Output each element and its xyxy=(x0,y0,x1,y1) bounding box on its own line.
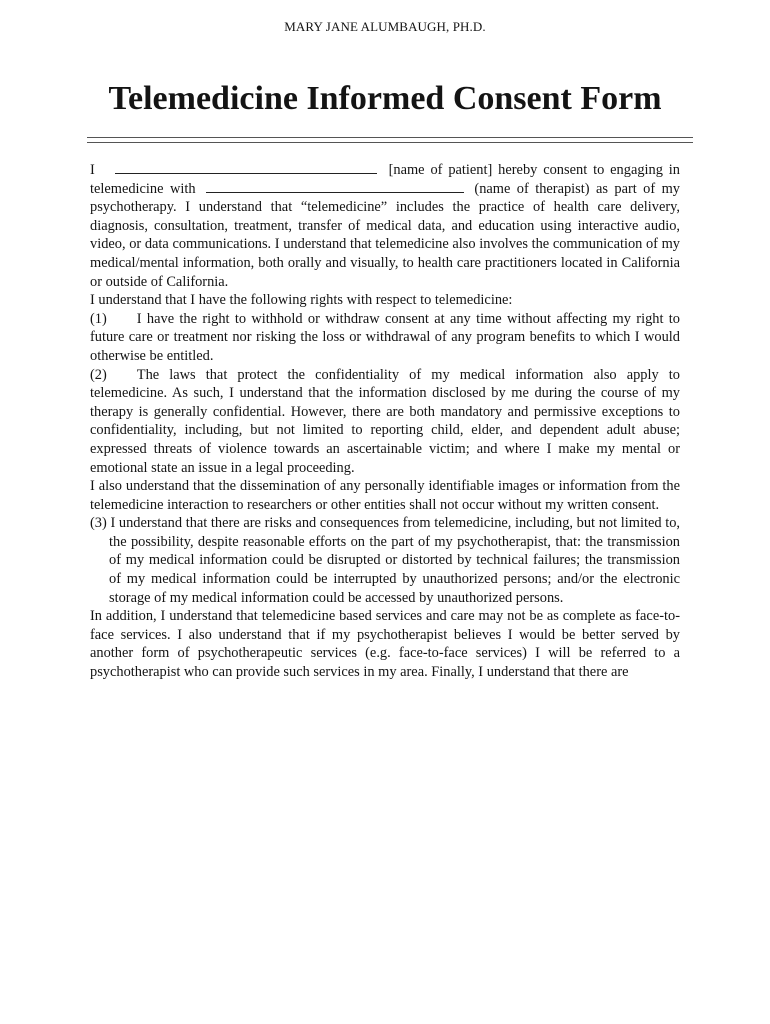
right-item-2-text: The laws that protect the confidentiality of my medical information also apply to telemedicine. As such, I understand that the information disclosed by me during the course of my therapy is generally confidential. However, there are both mandatory and permissive exceptions to confidentiality, including, but not limited to reporting child, elder, and dependent adult abuse; expressed threats of violence towards an ascertainable victim; and where I make my mental or emotional state an issue in a legal proceeding. xyxy=(90,366,680,476)
risks-item-3: (3) I understand that there are risks and consequences from telemedicine, including, but not limited to, the possibility, despite reasonable efforts on the part of my psychotherapist, that: the transmission of my medical information could be disrupted or distorted by technical failures; the transmission of my medical information could be interrupted by unauthorized persons; and/or the electronic storage of my medical information could be accessed by unauthorized persons. xyxy=(90,515,680,606)
right-item-1 xyxy=(90,310,680,366)
right-item-2 xyxy=(90,366,680,478)
patient-name-field[interactable] xyxy=(115,161,377,174)
rights-intro: I understand that I have the following rights with respect to telemedicine: xyxy=(90,292,513,309)
therapist-label: (name of therapist) as part of my psychotherapy. xyxy=(90,180,680,216)
consent-lead: I xyxy=(90,162,95,178)
dissemination-paragraph: I also understand that the dissemination of any personally identifiable images or information from the telemedicine interaction to researchers or other entities shall not occur without my written consent. xyxy=(90,478,680,513)
document-body xyxy=(90,161,680,682)
right-item-1-text: I have the right to withhold or withdraw consent at any time without affecting my right to future care or treatment nor risking the loss or withdrawal of any program benefits to which I would otherwise be entitled. xyxy=(90,310,680,364)
consent-paragraph xyxy=(90,161,680,291)
right-item-2-number: (2) xyxy=(90,366,107,383)
right-item-1-number: (1) xyxy=(90,310,107,327)
therapist-name-field[interactable] xyxy=(206,180,464,193)
page-title: Telemedicine Informed Consent Form xyxy=(108,80,662,117)
title-divider xyxy=(87,137,693,143)
consent-rest: I understand that “telemedicine” includes the practice of health care delivery, diagnosis, consultation, treatment, transfer of medical data, and education using interactive audio, video, or data communications. I understand that telemedicine also involves the communication of my medical/mental information, both orally and visually, to health care practitioners located in California or outside of California. xyxy=(90,199,680,290)
addition-paragraph: In addition, I understand that telemedicine based services and care may not be as complete as face-to-face services. I also understand that if my psychotherapist believes I would be better served by another form of psychotherapeutic services (e.g. face-to-face services) I will be referred to a psychotherapist who can provide such services in my area. Finally, I understand that there are xyxy=(90,608,680,681)
patient-label: [name of patient] hereby consent to engaging in telemedicine with xyxy=(90,162,681,197)
page-header: MARY JANE ALUMBAUGH, PH.D. xyxy=(284,19,486,34)
